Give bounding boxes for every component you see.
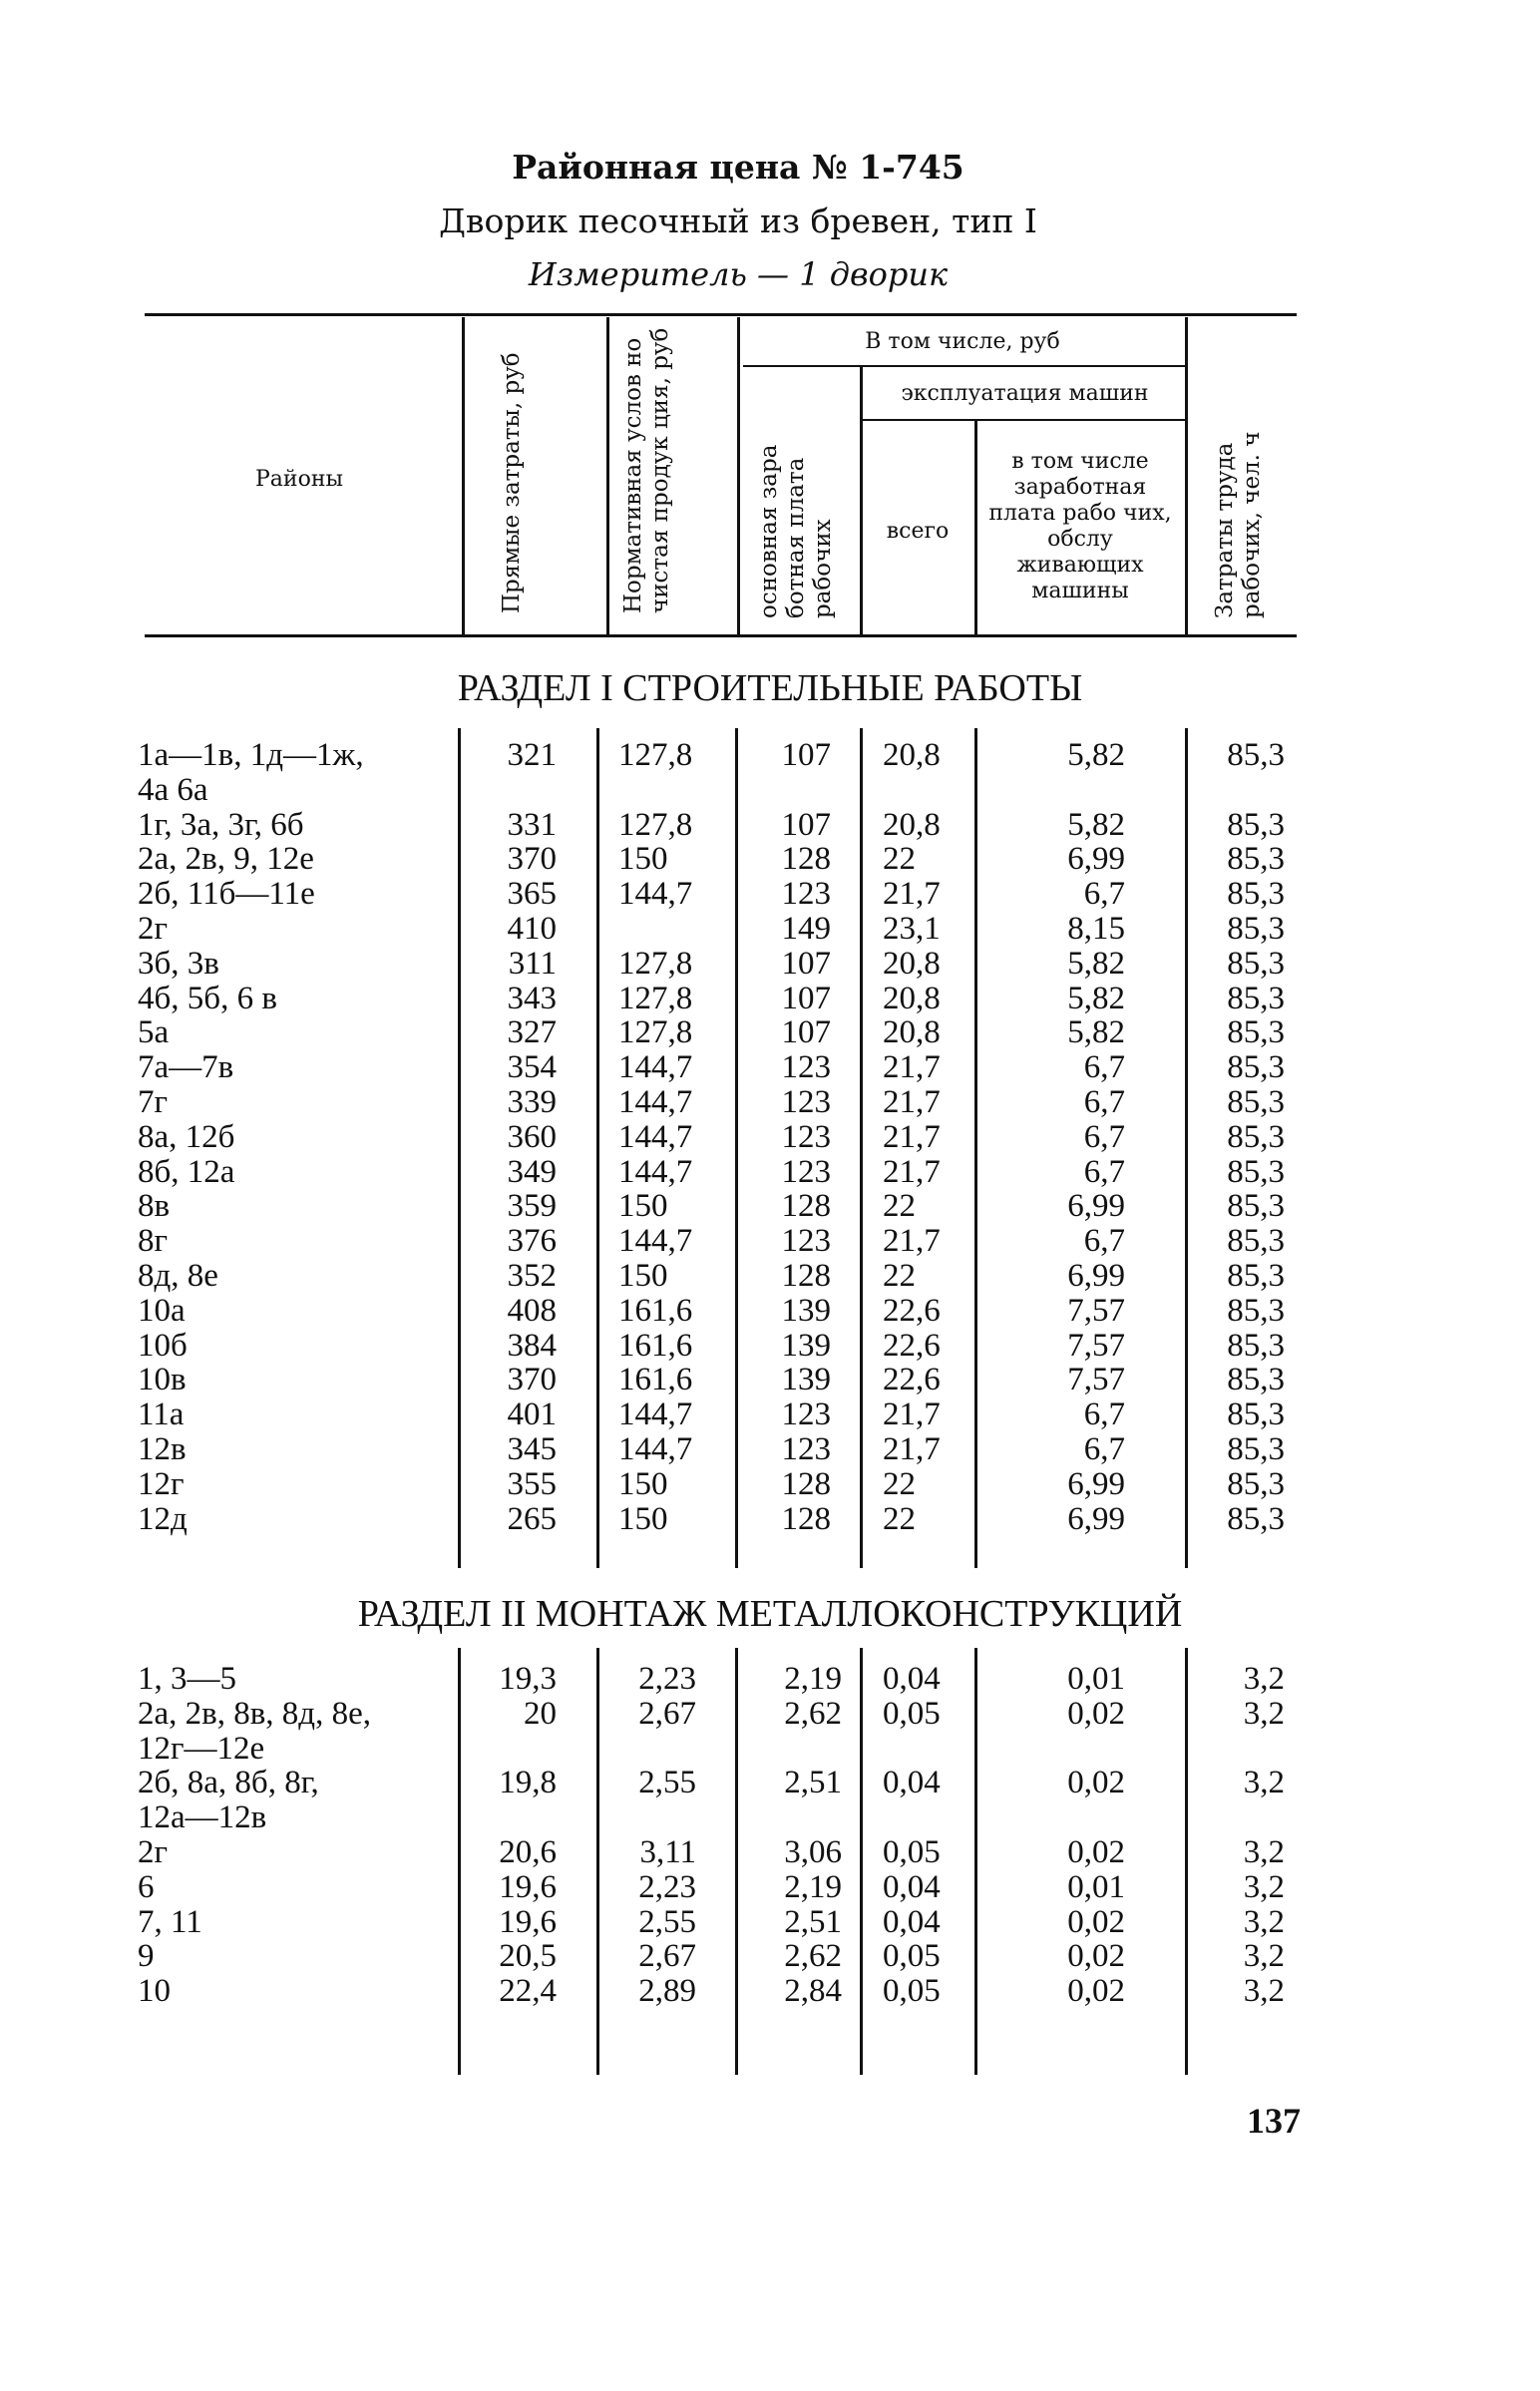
pryamye-cell: 20	[524, 1695, 557, 1732]
zarplata-cell: 5,82	[1067, 806, 1125, 843]
osnovnaya-cell: 139	[781, 1362, 831, 1398]
region-cell: 12г—12е	[138, 1730, 265, 1767]
osnovnaya-cell: 2,51	[784, 1765, 842, 1801]
pryamye-cell: 376	[507, 1223, 557, 1260]
table-row	[0, 1905, 1540, 1940]
table-row	[0, 808, 1540, 843]
osnovnaya-cell: 149	[781, 911, 831, 947]
table-row	[0, 1800, 1540, 1835]
vsego-cell: 0,04	[883, 1903, 941, 1940]
normativ-cell: 127,8	[618, 1014, 693, 1051]
osnovnaya-cell: 123	[781, 1118, 831, 1155]
trud-cell: 85,3	[1227, 1188, 1285, 1225]
trud-cell: 85,3	[1227, 1223, 1285, 1260]
normativ-cell: 144,7	[618, 876, 693, 913]
table-row	[0, 773, 1540, 808]
table-row	[0, 912, 1540, 947]
table-row	[0, 1050, 1540, 1085]
header-divider-1	[462, 317, 465, 634]
table-row	[0, 982, 1540, 1016]
pryamye-cell: 345	[507, 1431, 557, 1467]
pryamye-cell: 352	[507, 1258, 557, 1294]
vsego-cell: 21,7	[883, 1396, 941, 1433]
table-row	[0, 1397, 1540, 1432]
trud-cell: 85,3	[1227, 1049, 1285, 1086]
header-zarplata-mash: в том числе заработная плата рабо чих, обслу живающих машины	[988, 449, 1172, 603]
vsego-cell: 0,05	[883, 1695, 941, 1732]
trud-cell: 3,2	[1243, 1938, 1285, 1975]
table-row	[0, 1329, 1540, 1364]
pryamye-cell: 360	[507, 1118, 557, 1155]
region-cell: 12а—12в	[138, 1799, 267, 1836]
table-row	[0, 1662, 1540, 1697]
region-cell: 11а	[138, 1396, 185, 1433]
osnovnaya-cell: 128	[781, 1500, 831, 1537]
zarplata-cell: 0,02	[1067, 1765, 1125, 1801]
normativ-cell: 144,7	[618, 1049, 693, 1086]
region-cell: 7, 11	[138, 1903, 202, 1940]
osnovnaya-cell: 123	[781, 1223, 831, 1260]
table-row	[0, 1224, 1540, 1259]
trud-cell: 3,2	[1243, 1661, 1285, 1697]
normativ-cell: 150	[618, 841, 668, 878]
osnovnaya-cell: 2,62	[784, 1695, 842, 1732]
section2-title: РАЗДЕЛ II МОНТАЖ МЕТАЛЛОКОНСТРУКЦИЙ	[357, 1593, 1183, 1635]
pryamye-cell: 19,6	[499, 1868, 557, 1905]
pryamye-cell: 20,5	[499, 1938, 557, 1975]
trud-cell: 85,3	[1227, 737, 1285, 773]
pryamye-cell: 339	[507, 1084, 557, 1120]
region-cell: 8г	[138, 1223, 169, 1260]
pryamye-cell: 343	[507, 980, 557, 1016]
region-cell: 1а—1в, 1д—1ж,	[138, 737, 364, 773]
region-cell: 8б, 12а	[138, 1153, 235, 1190]
vsego-cell: 22	[883, 1258, 916, 1294]
vsego-cell: 22	[883, 1188, 916, 1225]
table-row	[0, 1939, 1540, 1974]
osnovnaya-cell: 123	[781, 1396, 831, 1433]
region-cell: 2а, 2в, 9, 12е	[138, 841, 314, 878]
zarplata-cell: 6,99	[1067, 1500, 1125, 1537]
trud-cell: 3,2	[1243, 1695, 1285, 1732]
header-divider-5	[974, 421, 977, 634]
region-cell: 2г	[138, 911, 169, 947]
vsego-cell: 22,6	[883, 1362, 941, 1398]
normativ-cell: 127,8	[618, 737, 693, 773]
osnovnaya-cell: 107	[781, 1014, 831, 1051]
trud-cell: 85,3	[1227, 980, 1285, 1016]
trud-cell: 85,3	[1227, 806, 1285, 843]
vsego-cell: 20,8	[883, 806, 941, 843]
zarplata-cell: 8,15	[1067, 911, 1125, 947]
unit-subtitle: Измеритель — 1 дворик	[528, 255, 949, 293]
table-row	[0, 1766, 1540, 1800]
normativ-cell: 2,55	[638, 1765, 696, 1801]
normativ-cell: 127,8	[618, 806, 693, 843]
zarplata-cell: 0,01	[1067, 1661, 1125, 1697]
trud-cell: 85,3	[1227, 1465, 1285, 1502]
header-trud: Затраты труда рабочих, чел. ч	[1212, 431, 1265, 618]
pryamye-cell: 19,3	[499, 1661, 557, 1697]
header-top-rule	[145, 313, 1297, 316]
osnovnaya-cell: 2,62	[784, 1938, 842, 1975]
region-cell: 7а—7в	[138, 1049, 234, 1086]
region-cell: 6	[138, 1868, 155, 1905]
pryamye-cell: 410	[507, 911, 557, 947]
table-row	[0, 877, 1540, 912]
header-normativnaya: Нормативная услов но чистая продук ция, руб	[620, 327, 673, 613]
pryamye-cell: 359	[507, 1188, 557, 1225]
normativ-cell: 2,23	[638, 1868, 696, 1905]
table-row	[0, 1363, 1540, 1397]
region-cell: 8в	[138, 1188, 171, 1225]
normativ-cell: 150	[618, 1465, 668, 1502]
trud-cell: 85,3	[1227, 1118, 1285, 1155]
vsego-cell: 21,7	[883, 1118, 941, 1155]
osnovnaya-cell: 128	[781, 1188, 831, 1225]
price-title: Районная цена № 1-745	[512, 148, 964, 187]
normativ-cell: 150	[618, 1500, 668, 1537]
trud-cell: 85,3	[1227, 1084, 1285, 1120]
zarplata-cell: 7,57	[1067, 1292, 1125, 1329]
trud-cell: 85,3	[1227, 841, 1285, 878]
osnovnaya-cell: 107	[781, 945, 831, 982]
vsego-cell: 22	[883, 841, 916, 878]
trud-cell: 85,3	[1227, 1153, 1285, 1190]
trud-cell: 85,3	[1227, 876, 1285, 913]
trud-cell: 85,3	[1227, 1014, 1285, 1051]
normativ-cell: 2,67	[638, 1695, 696, 1732]
osnovnaya-cell: 128	[781, 841, 831, 878]
osnovnaya-cell: 107	[781, 806, 831, 843]
normativ-cell: 161,6	[618, 1327, 693, 1364]
region-cell: 2г	[138, 1834, 169, 1870]
osnovnaya-cell: 2,19	[784, 1868, 842, 1905]
pryamye-cell: 401	[507, 1396, 557, 1433]
pryamye-cell: 354	[507, 1049, 557, 1086]
pryamye-cell: 19,8	[499, 1765, 557, 1801]
table-row	[0, 1467, 1540, 1502]
table-row	[0, 842, 1540, 877]
osnovnaya-cell: 123	[781, 1084, 831, 1120]
pryamye-cell: 311	[508, 945, 557, 982]
normativ-cell: 161,6	[618, 1362, 693, 1398]
normativ-cell: 144,7	[618, 1084, 693, 1120]
vsego-cell: 22	[883, 1500, 916, 1537]
region-cell: 2б, 8а, 8б, 8г,	[138, 1765, 319, 1801]
vsego-cell: 0,05	[883, 1938, 941, 1975]
osnovnaya-cell: 128	[781, 1465, 831, 1502]
trud-cell: 85,3	[1227, 1327, 1285, 1364]
normativ-cell: 161,6	[618, 1292, 693, 1329]
normativ-cell: 144,7	[618, 1118, 693, 1155]
normativ-cell: 144,7	[618, 1223, 693, 1260]
header-osnovnaya: основная зара ботная плата рабочих	[756, 444, 836, 618]
vsego-cell: 23,1	[883, 911, 941, 947]
osnovnaya-cell: 128	[781, 1258, 831, 1294]
page-number: 137	[1247, 2101, 1301, 2141]
table-row	[0, 1974, 1540, 2009]
zarplata-cell: 7,57	[1067, 1327, 1125, 1364]
table-row	[0, 1870, 1540, 1905]
vsego-cell: 20,8	[883, 1014, 941, 1051]
region-cell: 12в	[138, 1431, 187, 1467]
normativ-cell: 150	[618, 1188, 668, 1225]
zarplata-cell: 0,02	[1067, 1973, 1125, 2010]
osnovnaya-cell: 107	[781, 737, 831, 773]
zarplata-cell: 0,02	[1067, 1695, 1125, 1732]
osnovnaya-cell: 3,06	[784, 1834, 842, 1870]
vsego-cell: 0,04	[883, 1765, 941, 1801]
vsego-cell: 21,7	[883, 1153, 941, 1190]
zarplata-cell: 6,99	[1067, 1465, 1125, 1502]
region-cell: 10а	[138, 1292, 186, 1329]
region-cell: 4б, 5б, 6 в	[138, 980, 277, 1016]
zarplata-cell: 6,99	[1067, 1188, 1125, 1225]
vsego-cell: 21,7	[883, 1431, 941, 1467]
pryamye-cell: 349	[507, 1153, 557, 1190]
trud-cell: 3,2	[1243, 1834, 1285, 1870]
zarplata-cell: 6,7	[1083, 876, 1125, 913]
vsego-cell: 22,6	[883, 1292, 941, 1329]
table-row	[0, 1502, 1540, 1537]
region-cell: 9	[138, 1938, 155, 1975]
vsego-cell: 20,8	[883, 980, 941, 1016]
header-divider-4	[860, 367, 863, 634]
header-bottom-rule	[145, 634, 1297, 637]
pryamye-cell: 20,6	[499, 1834, 557, 1870]
zarplata-cell: 5,82	[1067, 1014, 1125, 1051]
normativ-cell: 150	[618, 1258, 668, 1294]
header-rayony: Районы	[255, 467, 343, 492]
osnovnaya-cell: 139	[781, 1292, 831, 1329]
vsego-cell: 22	[883, 1465, 916, 1502]
trud-cell: 85,3	[1227, 1258, 1285, 1294]
region-cell: 10в	[138, 1362, 187, 1398]
osnovnaya-cell: 2,51	[784, 1903, 842, 1940]
header-vsego: всего	[886, 519, 950, 544]
normativ-cell: 2,67	[638, 1938, 696, 1975]
region-cell: 8д, 8е	[138, 1258, 218, 1294]
vsego-cell: 20,8	[883, 737, 941, 773]
trud-cell: 3,2	[1243, 1973, 1285, 2010]
table-row	[0, 1015, 1540, 1050]
normativ-cell: 144,7	[618, 1396, 693, 1433]
trud-cell: 3,2	[1243, 1903, 1285, 1940]
zarplata-cell: 6,7	[1083, 1153, 1125, 1190]
table-row	[0, 1294, 1540, 1329]
vsego-cell: 0,05	[883, 1834, 941, 1870]
pryamye-cell: 265	[507, 1500, 557, 1537]
normativ-cell: 2,89	[638, 1973, 696, 2010]
table-row	[0, 1120, 1540, 1155]
trud-cell: 3,2	[1243, 1868, 1285, 1905]
zarplata-cell: 7,57	[1067, 1362, 1125, 1398]
header-divider-6	[1185, 317, 1188, 634]
ekspl-subrule	[860, 419, 1187, 421]
zarplata-cell: 5,82	[1067, 737, 1125, 773]
trud-cell: 85,3	[1227, 945, 1285, 982]
zarplata-cell: 6,99	[1067, 841, 1125, 878]
zarplata-cell: 6,7	[1083, 1118, 1125, 1155]
vsego-cell: 21,7	[883, 876, 941, 913]
header-divider-2	[606, 317, 609, 634]
normativ-cell: 3,11	[639, 1834, 696, 1870]
trud-cell: 85,3	[1227, 1362, 1285, 1398]
osnovnaya-cell: 107	[781, 980, 831, 1016]
table-row	[0, 1259, 1540, 1294]
zarplata-cell: 6,7	[1083, 1223, 1125, 1260]
pryamye-cell: 370	[507, 1362, 557, 1398]
region-cell: 2а, 2в, 8в, 8д, 8е,	[138, 1695, 371, 1732]
trud-cell: 85,3	[1227, 1292, 1285, 1329]
osnovnaya-cell: 2,19	[784, 1661, 842, 1697]
normativ-cell: 144,7	[618, 1431, 693, 1467]
normativ-cell: 144,7	[618, 1153, 693, 1190]
zarplata-cell: 0,02	[1067, 1938, 1125, 1975]
table-row	[0, 738, 1540, 773]
pryamye-cell: 22,4	[499, 1973, 557, 2010]
osnovnaya-cell: 123	[781, 876, 831, 913]
zarplata-cell: 6,7	[1083, 1084, 1125, 1120]
pryamye-cell: 327	[507, 1014, 557, 1051]
pryamye-cell: 408	[507, 1292, 557, 1329]
zarplata-cell: 0,02	[1067, 1903, 1125, 1940]
osnovnaya-cell: 123	[781, 1431, 831, 1467]
pryamye-cell: 19,6	[499, 1903, 557, 1940]
vsego-cell: 20,8	[883, 945, 941, 982]
vsego-cell: 0,04	[883, 1868, 941, 1905]
pryamye-cell: 321	[507, 737, 557, 773]
vsego-cell: 21,7	[883, 1084, 941, 1120]
vsego-cell: 21,7	[883, 1049, 941, 1086]
vsego-cell: 0,04	[883, 1661, 941, 1697]
region-cell: 1г, 3а, 3г, 6б	[138, 806, 304, 843]
zarplata-cell: 6,7	[1083, 1431, 1125, 1467]
vtom-subrule	[743, 365, 1187, 367]
region-cell: 12д	[138, 1500, 188, 1537]
section1-title: РАЗДЕЛ I СТРОИТЕЛЬНЫЕ РАБОТЫ	[457, 667, 1083, 709]
table-row	[0, 1189, 1540, 1224]
trud-cell: 85,3	[1227, 1431, 1285, 1467]
pryamye-cell: 365	[507, 876, 557, 913]
header-pryamye: Прямые затраты, руб	[499, 352, 525, 613]
pryamye-cell: 331	[507, 806, 557, 843]
vsego-cell: 0,05	[883, 1973, 941, 2010]
header-v-tom-chisle: В том числе, руб	[865, 329, 1060, 354]
pryamye-cell: 370	[507, 841, 557, 878]
osnovnaya-cell: 123	[781, 1153, 831, 1190]
region-cell: 10б	[138, 1327, 188, 1364]
osnovnaya-cell: 123	[781, 1049, 831, 1086]
osnovnaya-cell: 139	[781, 1327, 831, 1364]
table-row	[0, 1432, 1540, 1467]
region-cell: 5а	[138, 1014, 170, 1051]
osnovnaya-cell: 2,84	[784, 1973, 842, 2010]
region-cell: 7г	[138, 1084, 169, 1120]
trud-cell: 85,3	[1227, 1500, 1285, 1537]
region-cell: 2б, 11б—11е	[138, 876, 315, 913]
header-divider-3	[737, 317, 740, 634]
region-cell: 10	[138, 1973, 171, 2010]
table-row	[0, 1697, 1540, 1732]
region-cell: 12г	[138, 1465, 185, 1502]
normativ-cell: 2,55	[638, 1903, 696, 1940]
trud-cell: 85,3	[1227, 911, 1285, 947]
vsego-cell: 21,7	[883, 1223, 941, 1260]
normativ-cell: 2,23	[638, 1661, 696, 1697]
region-cell: 8а, 12б	[138, 1118, 235, 1155]
normativ-cell: 127,8	[618, 945, 693, 982]
trud-cell: 3,2	[1243, 1765, 1285, 1801]
zarplata-cell: 0,01	[1067, 1868, 1125, 1905]
table-row	[0, 1155, 1540, 1190]
zarplata-cell: 5,82	[1067, 945, 1125, 982]
table-row	[0, 1835, 1540, 1870]
zarplata-cell: 5,82	[1067, 980, 1125, 1016]
region-cell: 1, 3—5	[138, 1661, 236, 1697]
header-ekspluatatsiya: эксплуатация машин	[901, 381, 1149, 406]
normativ-cell: 127,8	[618, 980, 693, 1016]
region-cell: 4а 6а	[138, 771, 208, 808]
pryamye-cell: 355	[507, 1465, 557, 1502]
zarplata-cell: 6,99	[1067, 1258, 1125, 1294]
zarplata-cell: 6,7	[1083, 1396, 1125, 1433]
vsego-cell: 22,6	[883, 1327, 941, 1364]
zarplata-cell: 6,7	[1083, 1049, 1125, 1086]
table-row	[0, 1732, 1540, 1767]
region-cell: 3б, 3в	[138, 945, 219, 982]
table-row	[0, 1085, 1540, 1120]
zarplata-cell: 0,02	[1067, 1834, 1125, 1870]
trud-cell: 85,3	[1227, 1396, 1285, 1433]
table-row	[0, 947, 1540, 982]
item-title: Дворик песочный из бревен, тип I	[439, 201, 1037, 240]
pryamye-cell: 384	[507, 1327, 557, 1364]
